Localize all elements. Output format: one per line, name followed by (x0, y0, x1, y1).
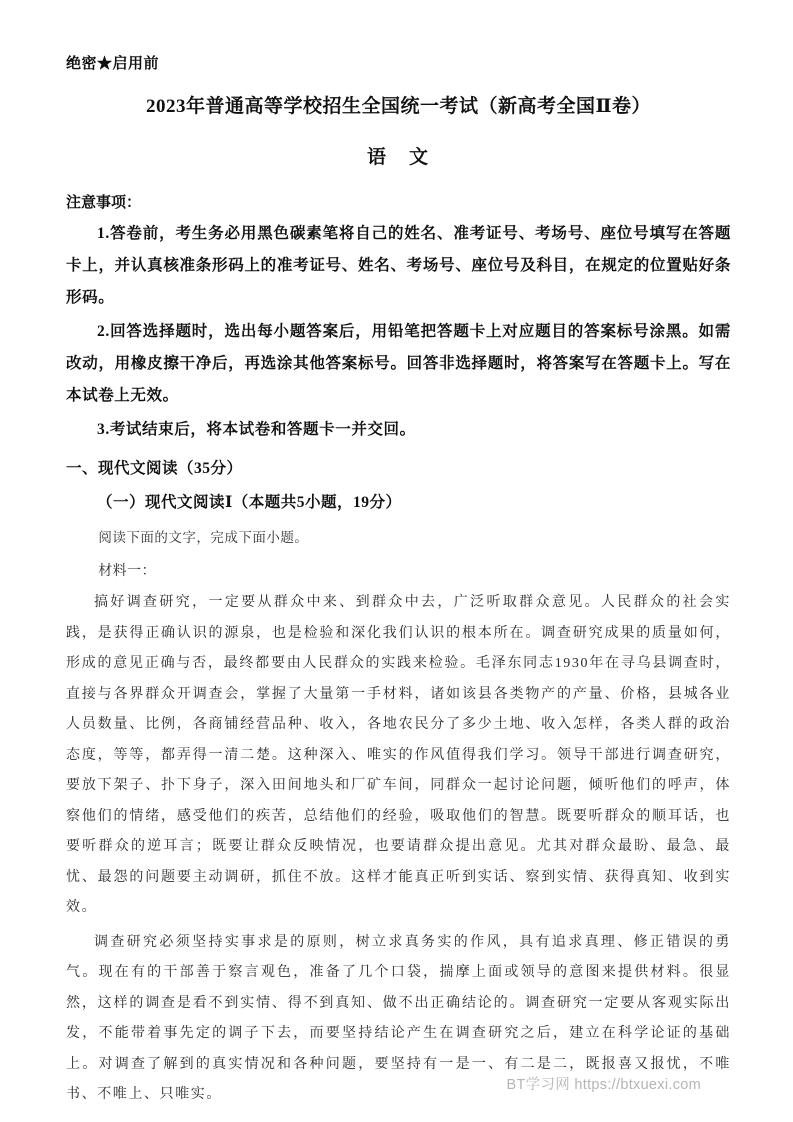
notice-heading: 注意事项： (66, 195, 142, 211)
notice-item-3: 3.考试结束后，将本试卷和答题卡一并交回。 (97, 421, 416, 438)
material-paragraph-1: 搞好调查研究，一定要从群众中来、到群众中去，广泛听取群众意见。人民群众的社会实践，是获得正确认识的源泉，也是检验和深化我们认识的根本所在。调查研究成果的质量如何，形成的意见正确与否，最终都要由人民群众的实践来检验。毛泽东同志1930年在寻乌县调查时，直接与各界群众开调查会，掌握了大量第一手材料，诸如该县各类物产的产量、价格，县城各业人员数量、比例，各商铺经营品种、收入，各地农民分了多少土地、收入怎样，各类人群的政治态度，等等，都弄得一清二楚。这种深入、唯实的作风值得我们学习。领导干部进行调查研究，要放下架子、扑下身子，深入田间地头和厂矿车间，同群众一起讨论问题，倾听他们的呼声，体察他们的情绪，感受他们的疾苦，总结他们的经验，吸取他们的智慧。既要听群众的顺耳话，也要听群众的逆耳言；既要让群众反映情况，也要请群众提出意见。尤其对群众最盼、最急、最忧、最怨的问题要主动调研，抓住不放。这样才能真正听到实话、察到实情、获得真知、收到实效。 (66, 595, 731, 915)
classification-label: 绝密★启用前 (66, 56, 160, 72)
reading-instruction: 阅读下面的文字，完成下面小题。 (98, 530, 309, 545)
subject-title: 语 文 (366, 147, 430, 168)
subsection-heading-reading-1: （一）现代文阅读Ⅰ（本题共5小题，19分） (97, 494, 402, 511)
exam-title: 2023年普通高等学校招生全国统一考试（新高考全国Ⅱ卷） (145, 96, 651, 117)
material-paragraph-2: 调查研究必须坚持实事求是的原则，树立求真务实的作风，具有追求真理、修正错误的勇气。现在有的干部善于察言观色，准备了几个口袋，揣摩上面或领导的意图来提供材料。很显然，这样的调查是看不到实情、得不到真知、做不出正确结论的。调查研究一定要从客观实际出发，不能带着事先定的调子下去，而要坚持结论产生在调查研究之后，建立在科学论证的基础上。对调查了解到的真实情况和各种问题，要坚持有一是一、有二是二，既报喜又报忧，不唯书、不唯上、只唯实。 (66, 934, 731, 1102)
section-heading-modern-reading: 一、现代文阅读（35分） (66, 460, 243, 477)
watermark-footer: BT学习网 https://btxuexi.com (506, 1077, 701, 1093)
notice-item-1: 1.答卷前，考生务必用黑色碳素笔将自己的姓名、准考证号、考场号、座位号填写在答题卡上，并认真核准条形码上的准考证号、姓名、考场号、座位号及科目，在规定的位置贴好条形码。 (66, 225, 731, 306)
material-one-label: 材料一： (98, 564, 157, 579)
notice-item-2: 2.回答选择题时，选出每小题答案后，用铅笔把答题卡上对应题目的答案标号涂黑。如需改动，用橡皮擦干净后，再选涂其他答案标号。回答非选择题时，将答案写在答题卡上。写在本试卷上无效。 (66, 323, 731, 404)
